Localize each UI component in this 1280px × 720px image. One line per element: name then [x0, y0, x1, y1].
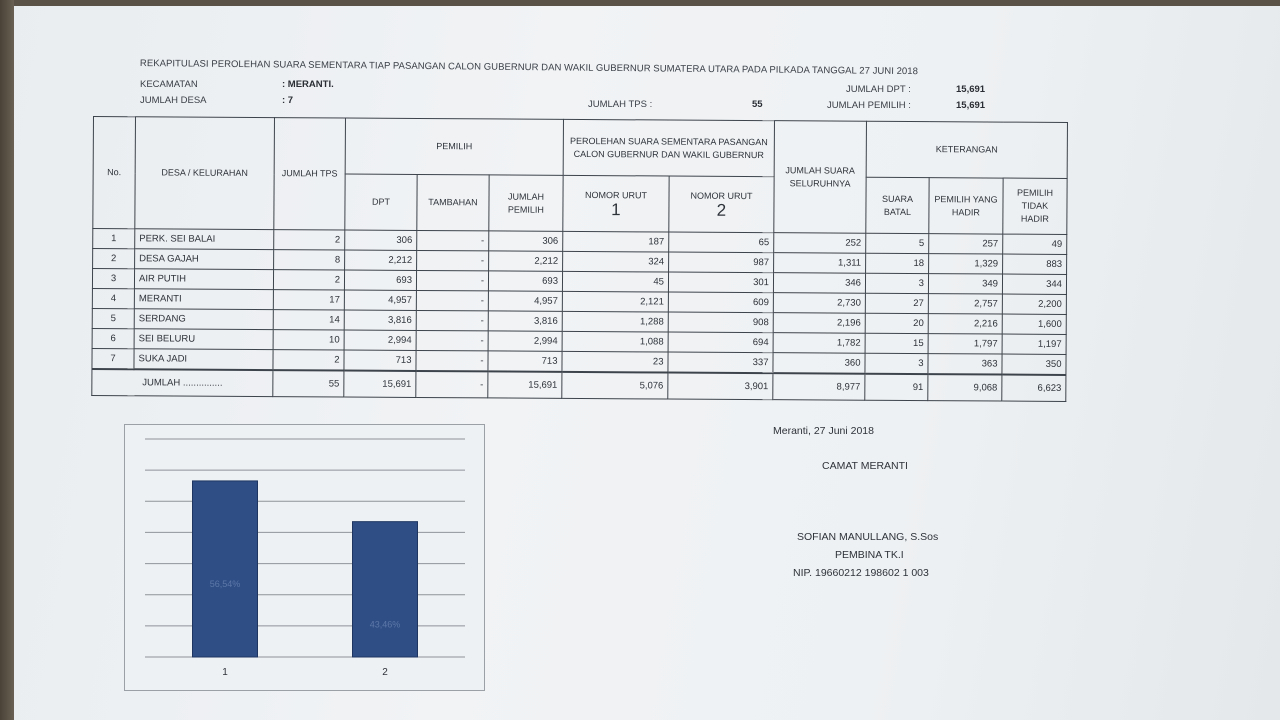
cell-desa: PERK. SEI BALAI: [135, 229, 274, 250]
nomor-urut-label: NOMOR URUT: [584, 190, 648, 201]
cell-tps: 8: [274, 250, 345, 270]
cell-jumlah-suara: 1,311: [774, 253, 866, 274]
cell-hadir: 1,797: [928, 334, 1002, 354]
cell-jumlah-suara: 1,782: [773, 333, 865, 354]
chart-bar-1: [193, 481, 258, 657]
cell-urut-1: 2,121: [562, 291, 668, 312]
desk-edge-top: [14, 0, 1280, 6]
cell-urut-1: 45: [562, 271, 668, 292]
cell-jumlah-suara: 252: [774, 233, 866, 254]
header-pemilih-hadir: PEMILIH YANG HADIR: [929, 178, 1003, 234]
jumlah-desa-label: JUMLAH DESA: [140, 95, 207, 106]
cell-jumlah-pemilih: 3,816: [488, 311, 562, 331]
cell-urut-2: 908: [668, 312, 773, 333]
header-nomor-urut-2: [669, 176, 774, 233]
chart-tick-label: 1: [222, 667, 228, 678]
cell-desa: AIR PUTIH: [134, 269, 273, 290]
cell-tambahan: -: [417, 230, 489, 250]
cell-no: 5: [92, 308, 134, 328]
cell-tambahan: -: [417, 250, 489, 270]
total-batal: 91: [865, 374, 928, 401]
jumlah-pemilih-label: JUMLAH PEMILIH :: [827, 100, 911, 111]
cell-dpt: 2,212: [345, 250, 417, 270]
cell-batal: 27: [865, 293, 928, 313]
cell-hadir: 257: [929, 234, 1003, 254]
vote-chart: [125, 425, 484, 690]
header-perolehan: PEROLEHAN SUARA SEMENTARA PASANGAN CALON GUBERNUR DAN WAKIL GUBERNUR: [563, 119, 774, 176]
cell-hadir: 2,216: [928, 314, 1002, 334]
header-suara-batal: SUARA BATAL: [866, 177, 929, 233]
nomor-urut-number: 1: [611, 200, 621, 220]
cell-jumlah-pemilih: 2,994: [488, 331, 562, 351]
cell-no: 2: [93, 249, 135, 269]
kecamatan-label: KECAMATAN: [140, 79, 198, 90]
cell-dpt: 306: [345, 230, 417, 250]
header-keterangan: KETERANGAN: [866, 121, 1067, 178]
cell-hadir: 1,329: [929, 254, 1003, 274]
cell-urut-1: 1,088: [562, 331, 668, 352]
cell-tidak-hadir: 1,197: [1002, 334, 1066, 354]
cell-jumlah-suara: 2,730: [773, 293, 865, 314]
cell-desa: SUKA JADI: [134, 349, 273, 370]
cell-no: 6: [92, 328, 134, 348]
cell-urut-2: 301: [668, 272, 773, 293]
total-urut-1: 5,076: [562, 372, 668, 399]
signature-rank: PEMBINA TK.I: [835, 549, 904, 561]
total-tps: 55: [273, 370, 344, 397]
cell-urut-1: 324: [563, 251, 669, 272]
total-tambahan: -: [416, 371, 488, 398]
cell-no: 1: [93, 229, 135, 249]
document-title: REKAPITULASI PEROLEHAN SUARA SEMENTARA TIAP PASANGAN CALON GUBERNUR DAN WAKIL GUBERNUR SUMATERA UTARA PADA PILKADA TANGGAL 27 JUNI 2018: [139, 58, 919, 78]
chart-data-label: 43,46%: [369, 619, 401, 630]
header-jumlah-tps: JUMLAH TPS: [274, 118, 346, 230]
cell-tps: 17: [273, 290, 344, 310]
cell-urut-2: 694: [668, 332, 773, 353]
cell-jumlah-pemilih: 306: [489, 231, 563, 251]
cell-jumlah-suara: 360: [773, 353, 865, 374]
recap-table: [91, 116, 1068, 402]
cell-desa: SERDANG: [134, 309, 273, 330]
cell-batal: 3: [865, 273, 928, 293]
cell-tidak-hadir: 350: [1002, 354, 1066, 375]
header-pemilih-tidak-hadir: PEMILIH TIDAK HADIR: [1003, 178, 1067, 234]
chart-tick-label: 2: [382, 667, 388, 678]
cell-desa: MERANTI: [134, 289, 273, 310]
jumlah-tps-value: 55: [752, 99, 763, 110]
header-jumlah-suara: JUMLAH SUARA SELURUHNYA: [774, 121, 867, 234]
cell-urut-1: 1,288: [562, 311, 668, 332]
total-label: JUMLAH ...............: [92, 369, 273, 397]
cell-hadir: 349: [928, 274, 1002, 294]
header-dpt: DPT: [345, 174, 417, 230]
header-jumlah-pemilih: JUMLAH PEMILIH: [489, 175, 563, 231]
cell-urut-2: 337: [668, 352, 773, 373]
total-hadir: 9,068: [928, 374, 1002, 401]
jumlah-dpt-label: JUMLAH DPT :: [846, 84, 911, 95]
desk-edge: [0, 0, 14, 720]
jumlah-tps-label: JUMLAH TPS :: [588, 99, 653, 110]
cell-tps: 10: [273, 330, 344, 350]
nomor-urut-number: 2: [716, 200, 727, 220]
signature-nip: NIP. 19660212 198602 1 003: [793, 567, 929, 579]
kecamatan-value: : MERANTI.: [282, 79, 334, 90]
header-nomor-urut-1: [563, 175, 669, 232]
total-row: [92, 369, 1066, 401]
signature-place-date: Meranti, 27 Juni 2018: [773, 425, 874, 437]
cell-hadir: 2,757: [928, 294, 1002, 314]
cell-dpt: 4,957: [344, 290, 416, 310]
total-tidak-hadir: 6,623: [1002, 375, 1066, 402]
cell-batal: 5: [866, 233, 929, 253]
cell-tambahan: -: [416, 290, 488, 310]
cell-urut-1: 187: [563, 231, 669, 252]
cell-jumlah-suara: 346: [773, 273, 865, 294]
total-dpt: 15,691: [344, 371, 416, 398]
cell-urut-1: 23: [562, 351, 668, 372]
cell-jumlah-pemilih: 693: [488, 271, 562, 291]
cell-dpt: 3,816: [344, 310, 416, 330]
cell-tps: 2: [273, 270, 344, 290]
header-no: No.: [93, 117, 136, 229]
cell-dpt: 2,994: [344, 330, 416, 350]
cell-tambahan: -: [416, 350, 488, 371]
cell-desa: DESA GAJAH: [135, 249, 274, 270]
header-pemilih: PEMILIH: [345, 118, 563, 175]
cell-tps: 2: [273, 350, 344, 371]
cell-tidak-hadir: 1,600: [1002, 314, 1066, 334]
cell-batal: 15: [865, 333, 928, 353]
cell-dpt: 693: [344, 270, 416, 290]
cell-tidak-hadir: 2,200: [1002, 294, 1066, 314]
total-jumlah-pemilih: 15,691: [488, 371, 562, 398]
cell-urut-2: 65: [669, 232, 774, 253]
jumlah-dpt-value: 15,691: [956, 84, 986, 95]
cell-jumlah-pemilih: 4,957: [488, 291, 562, 311]
cell-no: 4: [92, 288, 134, 308]
total-jumlah-suara: 8,977: [773, 373, 865, 400]
cell-jumlah-pemilih: 713: [488, 351, 562, 372]
cell-dpt: 713: [344, 350, 416, 371]
jumlah-desa-value: : 7: [282, 95, 294, 106]
jumlah-pemilih-value: 15,691: [956, 100, 986, 111]
cell-desa: SEI BELURU: [134, 329, 273, 350]
cell-tidak-hadir: 49: [1003, 234, 1067, 254]
header-tambahan: TAMBAHAN: [417, 174, 489, 230]
cell-tidak-hadir: 344: [1002, 274, 1066, 294]
cell-urut-2: 609: [668, 292, 773, 313]
cell-tps: 14: [273, 310, 344, 330]
cell-urut-2: 987: [669, 252, 774, 273]
cell-batal: 18: [866, 253, 929, 273]
cell-tambahan: -: [416, 270, 488, 290]
signature-office: CAMAT MERANTI: [822, 460, 908, 472]
vote-chart-frame: [124, 424, 485, 691]
nomor-urut-label: NOMOR URUT: [690, 190, 753, 202]
cell-no: 7: [92, 348, 134, 369]
chart-bar-2: [353, 522, 418, 657]
cell-batal: 3: [865, 353, 928, 374]
cell-tambahan: -: [416, 330, 488, 350]
table-body: [92, 229, 1067, 402]
signature-name: SOFIAN MANULLANG, S.Sos: [797, 531, 939, 543]
cell-jumlah-suara: 2,196: [773, 313, 865, 334]
cell-tidak-hadir: 883: [1003, 254, 1067, 274]
cell-hadir: 363: [928, 354, 1002, 375]
header-desa: DESA / KELURAHAN: [135, 117, 275, 230]
cell-no: 3: [92, 269, 134, 289]
cell-jumlah-pemilih: 2,212: [489, 251, 563, 271]
cell-tps: 2: [274, 230, 345, 250]
chart-data-label: 56,54%: [209, 578, 241, 589]
cell-tambahan: -: [416, 310, 488, 330]
cell-batal: 20: [865, 313, 928, 333]
total-urut-2: 3,901: [668, 373, 773, 400]
